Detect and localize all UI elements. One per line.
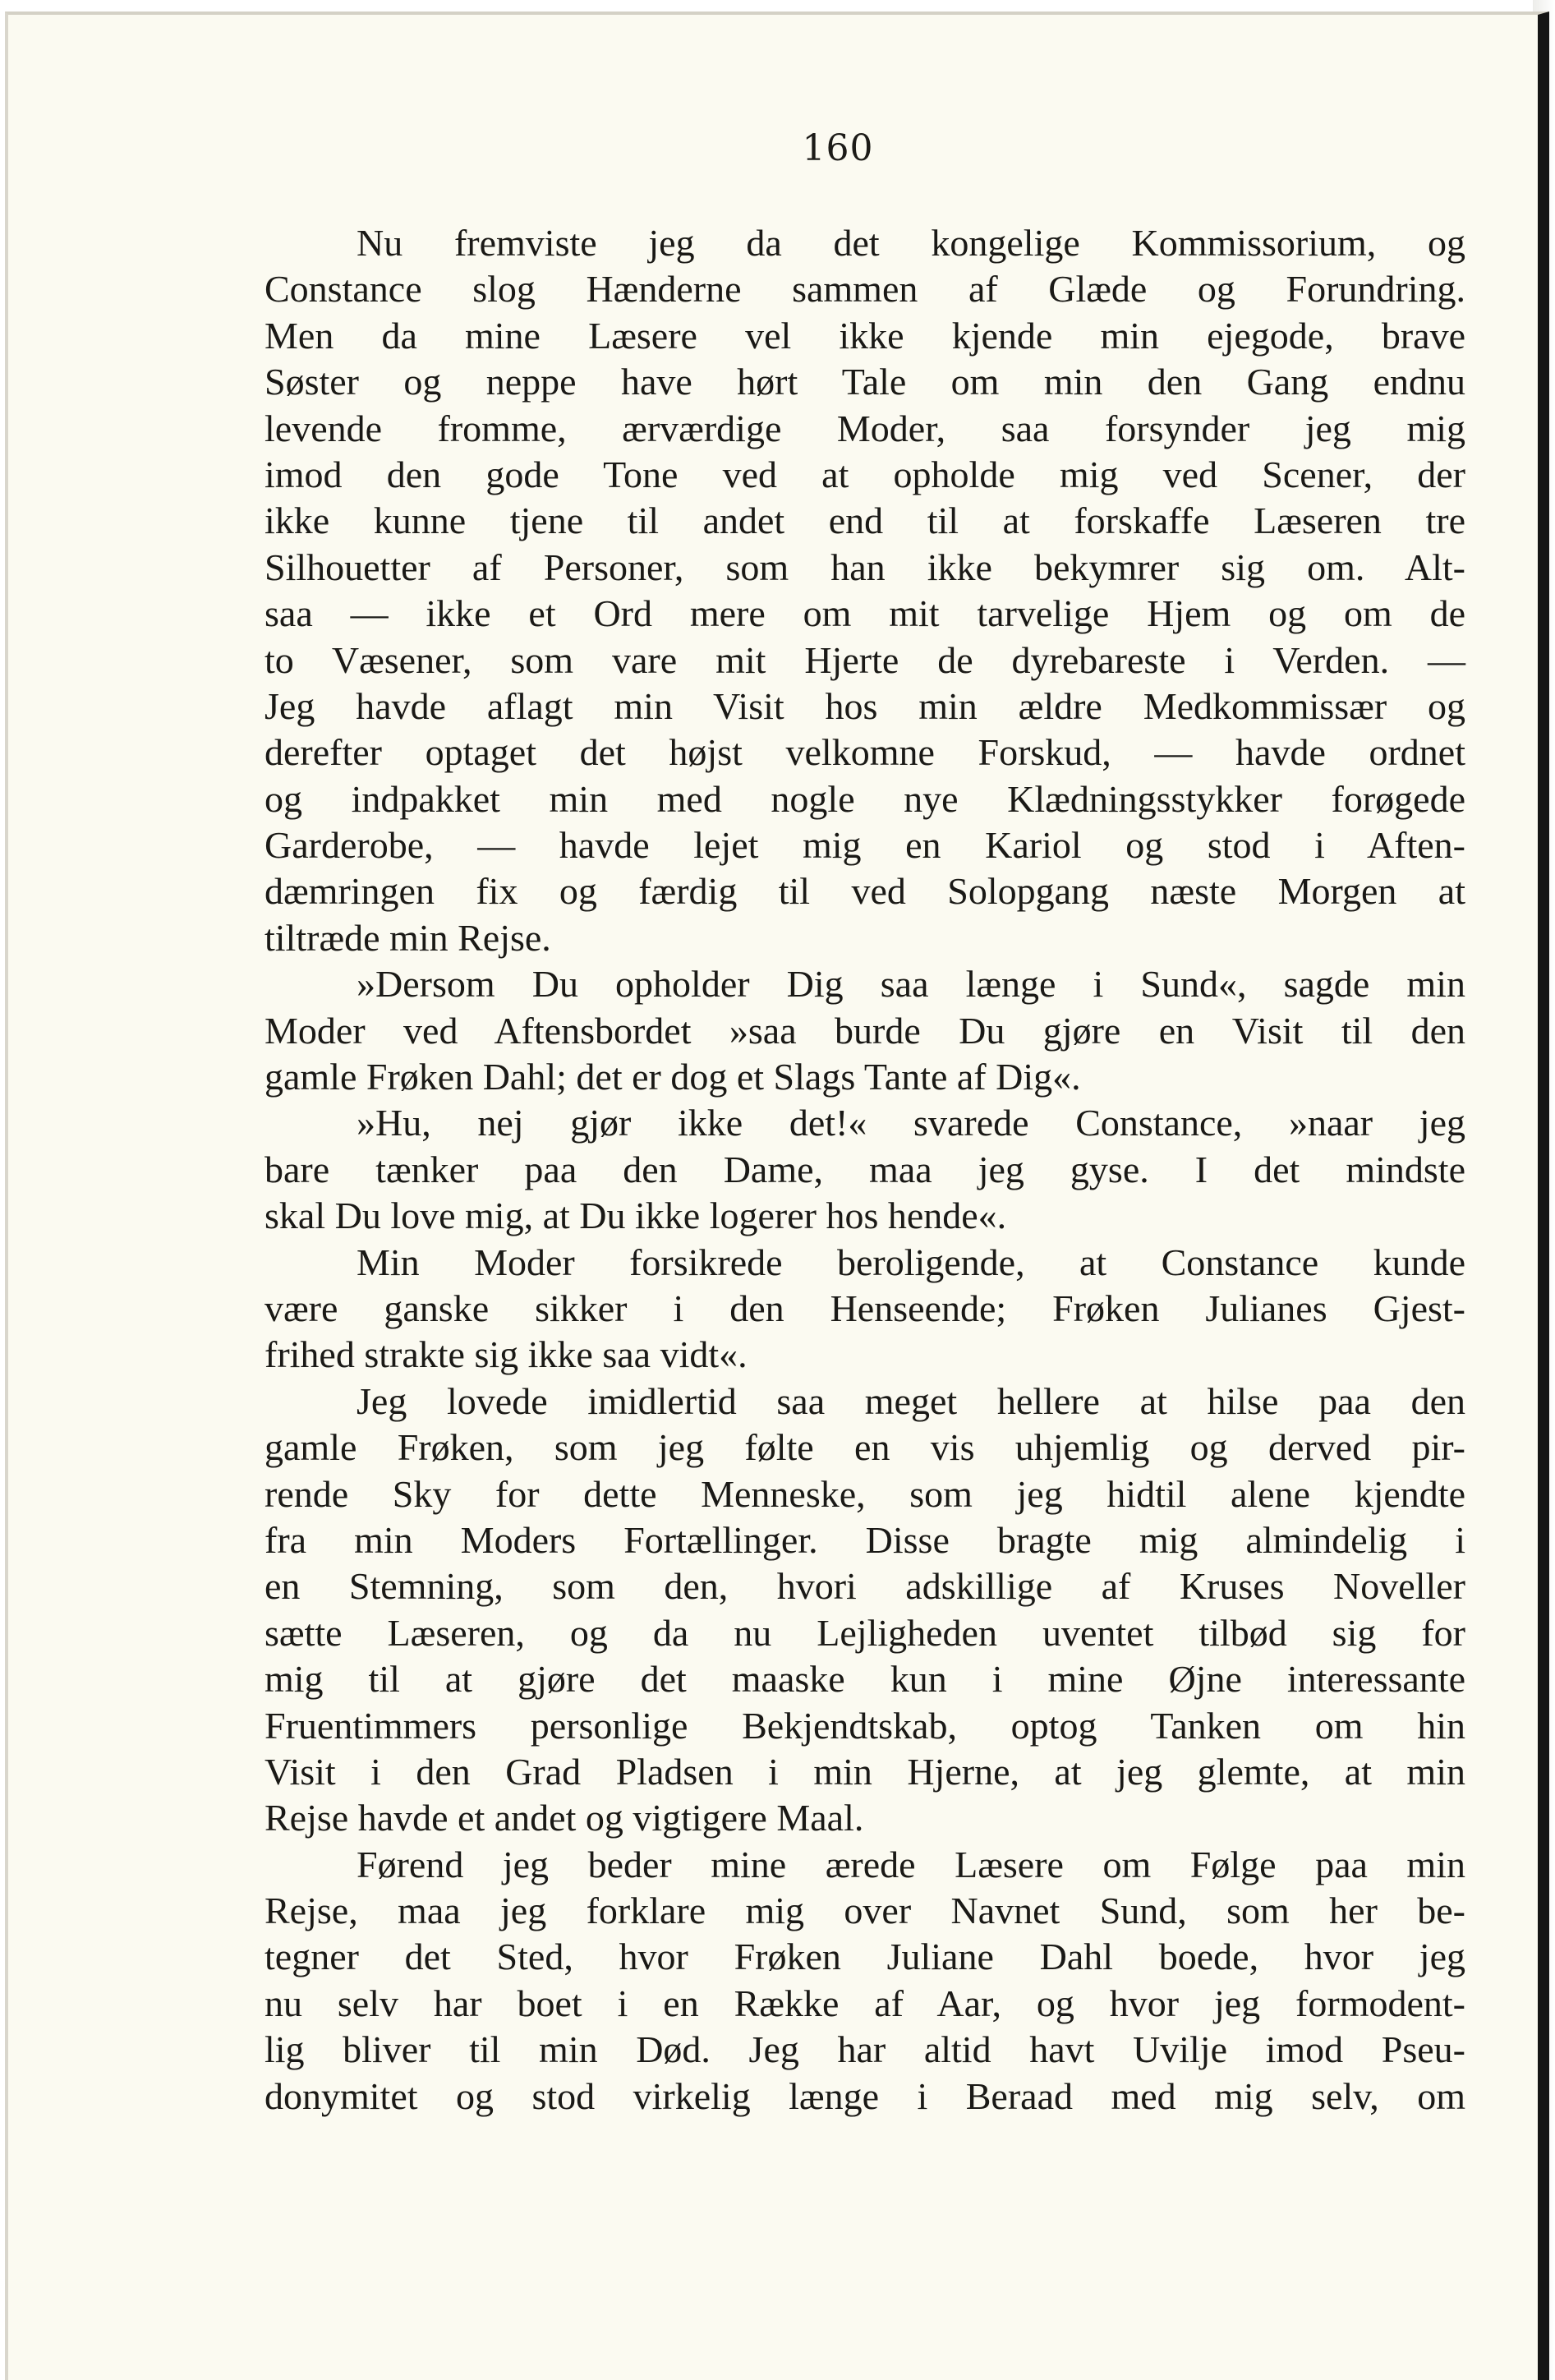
text-line: Min Moder forsikrede beroligende, at Constance kunde [357, 1241, 1465, 1283]
text-line: Visit i den Grad Pladsen i min Hjerne, at jeg glemte, at min [265, 1750, 1465, 1793]
text-line: tegner det Sted, hvor Frøken Juliane Dahl boede, hvor jeg [265, 1936, 1465, 1978]
text-line: gamle Frøken Dahl; det er dog et Slags Tante af Dig«. [265, 1056, 1081, 1098]
text-line: fra min Moders Fortællinger. Disse bragte mig almindelig i [265, 1518, 1465, 1561]
text-line: frihed strakte sig ikke saa vidt«. [265, 1333, 748, 1376]
text-line: Førend jeg beder mine ærede Læsere om Følge paa min [357, 1843, 1465, 1885]
text-line: bare tænker paa den Dame, maa jeg gyse. I det mindste [265, 1148, 1465, 1190]
text-line: levende fromme, ærværdige Moder, saa forsynder jeg mig [265, 407, 1465, 449]
text-line: donymitet og stod virkelig længe i Beraad med mig selv, om [265, 2074, 1465, 2117]
text-line: Constance slog Hænderne sammen af Glæde og Forundring. [265, 268, 1465, 311]
text-line: Rejse havde et andet og vigtigere Maal. [265, 1797, 864, 1839]
text-line: ikke kunne tjene til andet end til at forskaffe Læseren tre [265, 499, 1465, 542]
text-line: saa — ikke et Ord mere om mit tarvelige Hjem og om de [265, 592, 1465, 635]
body-text [265, 220, 1465, 2120]
text-line: Nu fremviste jeg da det kongelige Kommissorium, og [357, 222, 1465, 264]
text-line: sætte Læseren, og da nu Lejligheden uventet tilbød sig for [265, 1611, 1465, 1654]
text-line: Jeg lovede imidlertid saa meget hellere at hilse paa den [357, 1379, 1465, 1422]
text-line: gamle Frøken, som jeg følte en vis uhjemlig og derved pir- [265, 1426, 1465, 1469]
text-line: nu selv har boet i en Række af Aar, og hvor jeg formodent- [265, 1982, 1465, 2024]
text-line: Silhouetter af Personer, som han ikke bekymrer sig om. Alt- [265, 546, 1465, 588]
text-line: Fruentimmers personlige Bekjendtskab, optog Tanken om hin [265, 1704, 1465, 1747]
text-line: en Stemning, som den, hvori adskillige af Kruses Noveller [265, 1565, 1465, 1608]
text-line: »Hu, nej gjør ikke det!« svarede Constance, »naar jeg [357, 1102, 1465, 1144]
text-line: være ganske sikker i den Henseende; Frøken Julianes Gjest- [265, 1287, 1465, 1329]
text-line: lig bliver til min Død. Jeg har altid havt Uvilje imod Pseu- [265, 2028, 1465, 2071]
text-line: Søster og neppe have hørt Tale om min den Gang endnu [265, 361, 1465, 403]
text-line: og indpakket min med nogle nye Klædningsstykker forøgede [265, 777, 1465, 820]
text-line: Rejse, maa jeg forklare mig over Navnet Sund, som her be- [265, 1890, 1465, 1932]
text-line: derefter optaget det højst velkomne Forskud, — havde ordnet [265, 731, 1465, 774]
text-line: tiltræde min Rejse. [265, 916, 551, 959]
text-line: imod den gode Tone ved at opholde mig ved Scener, der [265, 453, 1465, 495]
text-line: Jeg havde aflagt min Visit hos min ældre Medkommissær og [265, 684, 1465, 727]
text-line: Garderobe, — havde lejet mig en Kariol og stod i Aften- [265, 824, 1465, 867]
text-line: to Væsener, som vare mit Hjerte de dyrebareste i Verden. — [265, 638, 1465, 681]
text-line: dæmringen fix og færdig til ved Solopgang næste Morgen at [265, 870, 1465, 913]
text-line: »Dersom Du opholder Dig saa længe i Sund«, sagde min [357, 963, 1465, 1006]
text-line: rende Sky for dette Menneske, som jeg hidtil alene kjendte [265, 1472, 1465, 1515]
text-line: mig til at gjøre det maaske kun i mine Øjne interessante [265, 1658, 1465, 1701]
text-line: Men da mine Læsere vel ikke kjende min ejegode, brave [265, 314, 1465, 357]
text-line: skal Du love mig, at Du ikke logerer hos hende«. [265, 1195, 1007, 1237]
page-number: 160 [802, 127, 874, 169]
text-line: Moder ved Aftensbordet »saa burde Du gjøre en Visit til den [265, 1009, 1465, 1052]
